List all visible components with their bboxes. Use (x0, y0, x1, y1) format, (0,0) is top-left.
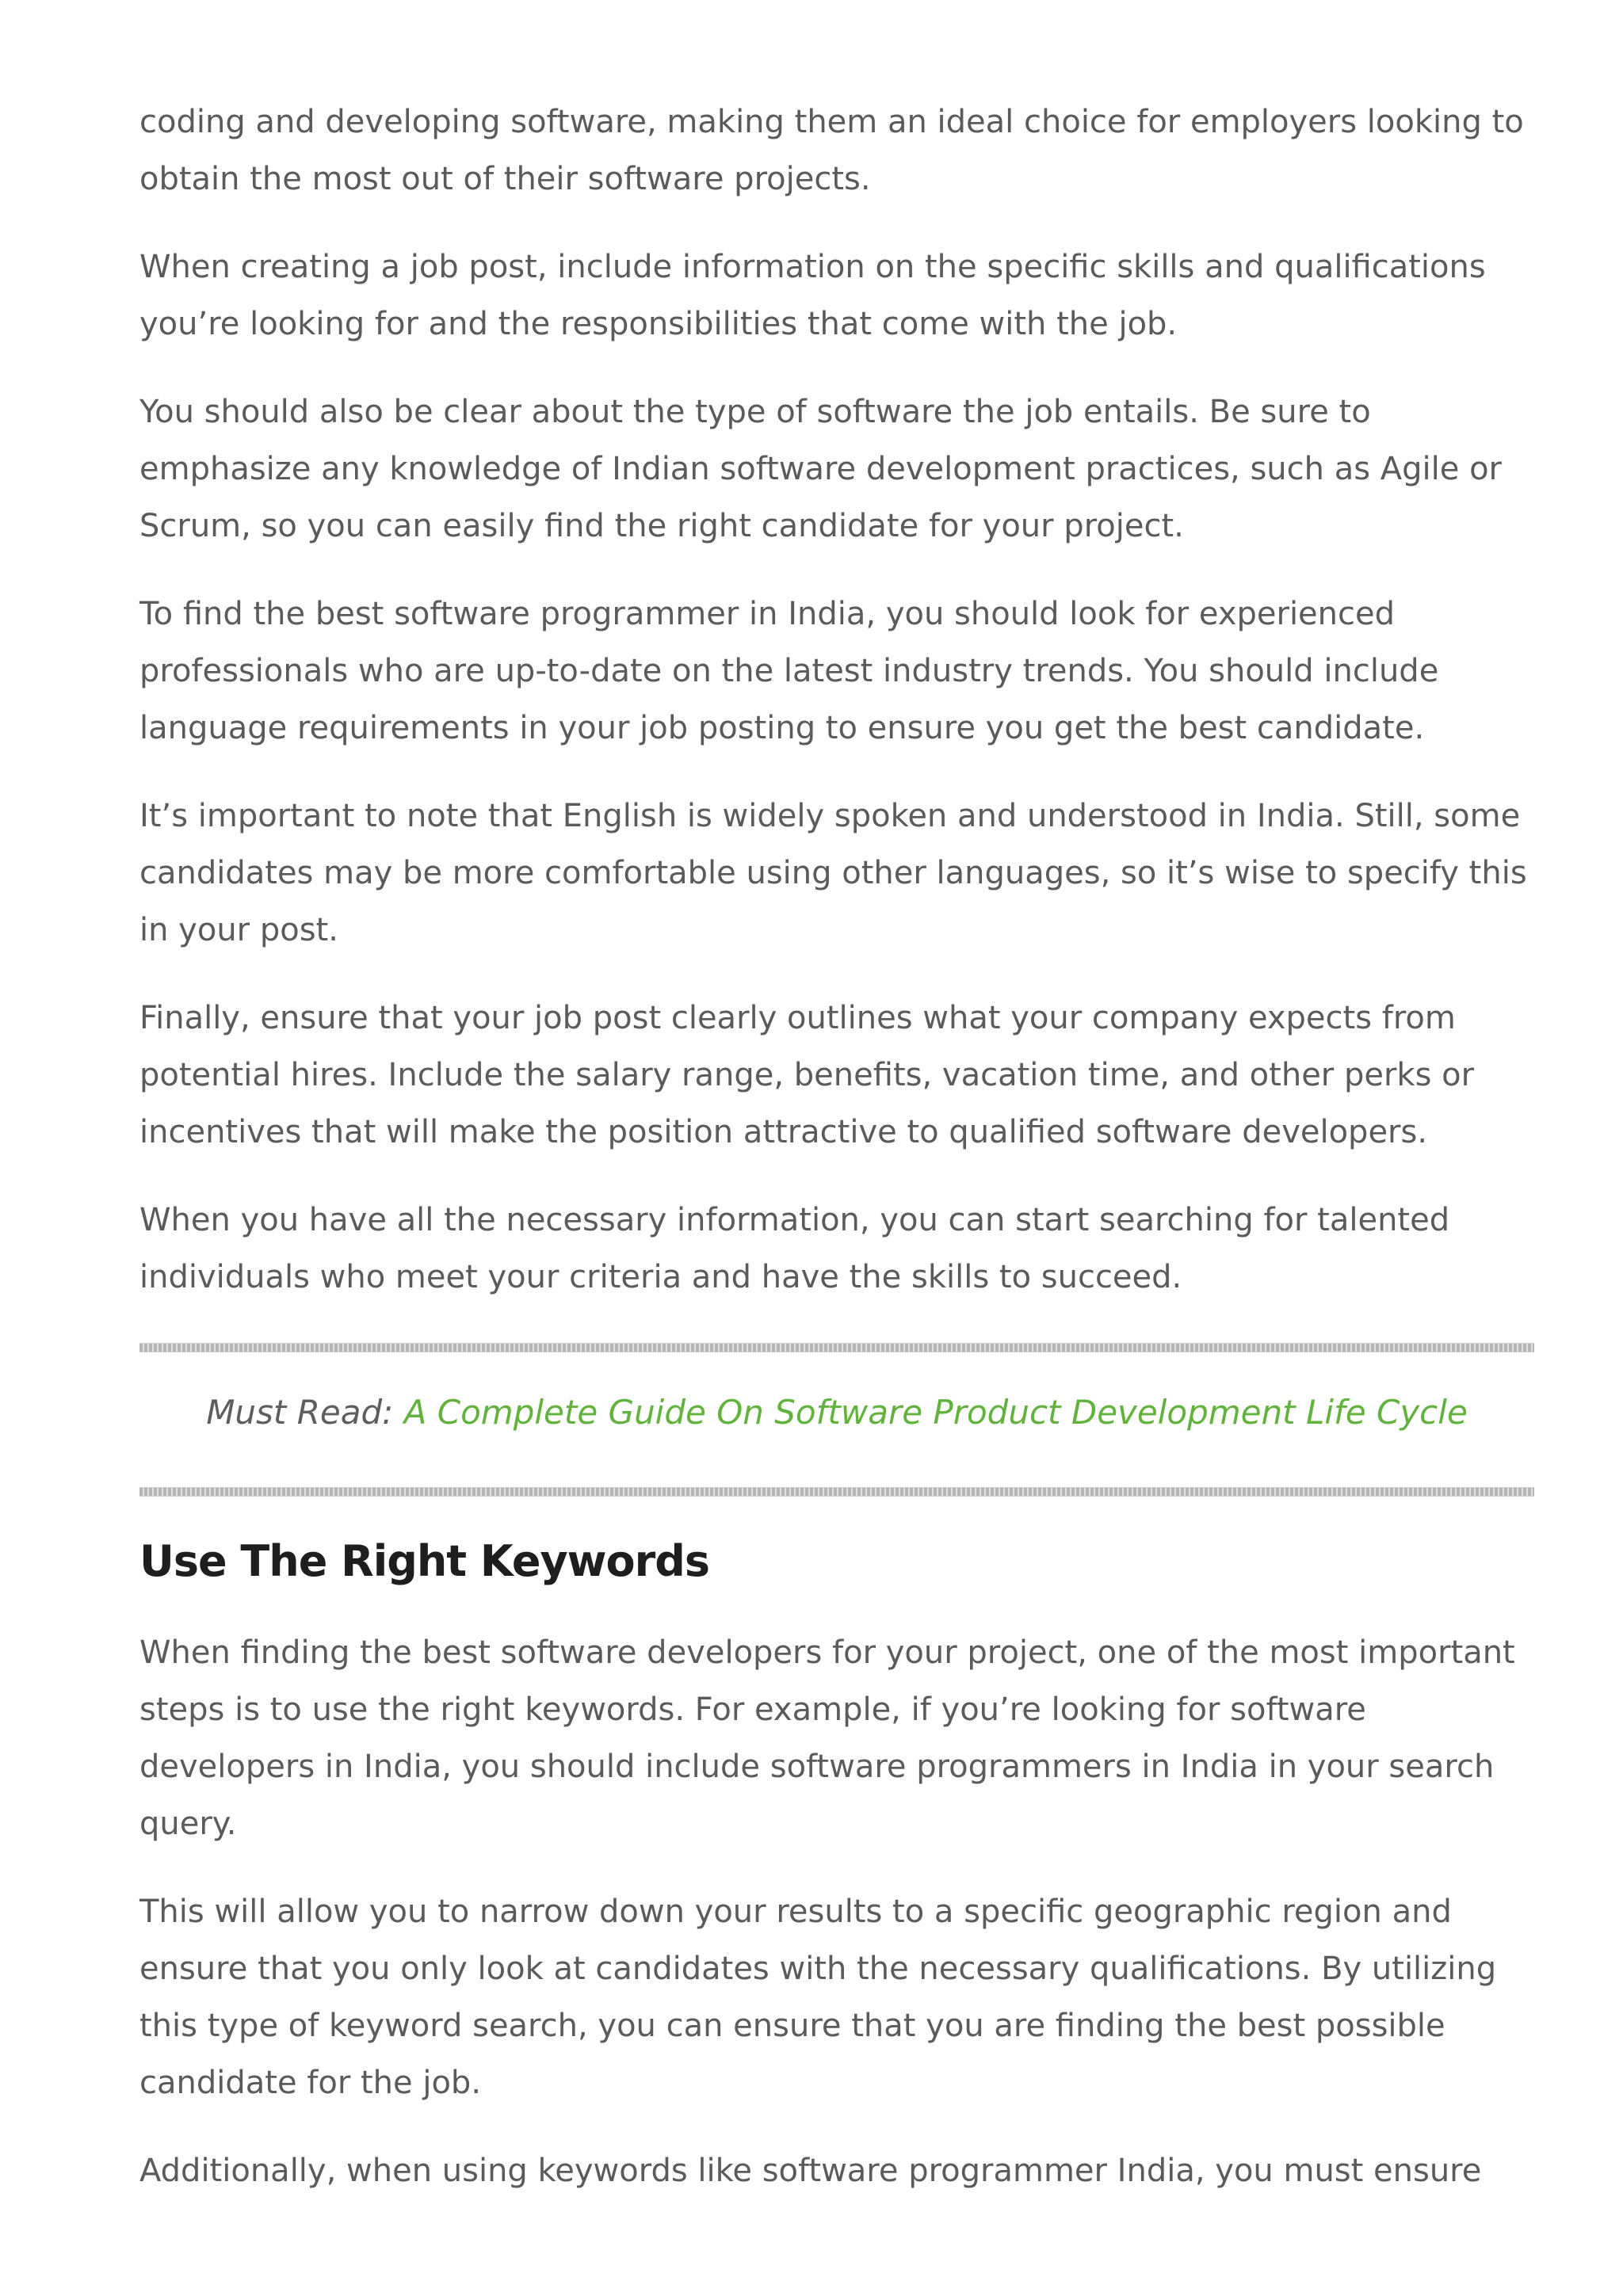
article-paragraph: Finally, ensure that your job post clearly outlines what your company expects from potential hires. Include the salary range, benefits, vacation time, and other perks or incentives that will make the position attractive to qualified software developers. (139, 1000, 1475, 1150)
article-paragraph: When finding the best software developers for your project, one of the most important steps is to use the right keywords. For example, if you’re looking for software developers in India, you should include software programmers in India in your search query. (139, 1634, 1515, 1842)
article-content (139, 93, 1534, 2230)
article-paragraph: This will allow you to narrow down your results to a specific geographic region and ensure that you only look at candidates with the necessary qualifications. By utilizing this type of keyword search, you can ensure that you are finding the best possible candidate for the job. (139, 1894, 1497, 2101)
article-paragraph: When creating a job post, include information on the specific skills and qualifications you’re looking for and the responsibilities that come with the job. (139, 249, 1486, 342)
must-read-line (139, 1384, 1534, 1441)
must-read-label: Must Read: (206, 1393, 404, 1432)
article-paragraph: It’s important to note that English is widely spoken and understood in India. Still, some candidates may be more comfortable using other languages, so it’s wise to specify this in your post. (139, 798, 1527, 948)
divider-top (139, 1343, 1534, 1352)
must-read-callout (139, 1343, 1534, 1495)
article-paragraph: When you have all the necessary information, you can start searching for talented individuals who meet your criteria and have the skills to succeed. (139, 1202, 1450, 1295)
article-paragraph: To find the best software programmer in India, you should look for experienced professionals who are up-to-date on the latest industry trends. You should include language requirements in your job posting to ensure you get the best candidate. (139, 596, 1439, 746)
must-read-link[interactable]: A Complete Guide On Software Product Development Life Cycle (403, 1393, 1468, 1432)
section-heading: Use The Right Keywords (139, 1536, 710, 1586)
article-paragraph: You should also be clear about the type of software the job entails. Be sure to emphasize any knowledge of Indian software development practices, such as Agile or Scrum, so you can easily find the right candidate for your project. (139, 394, 1503, 544)
article-paragraph: coding and developing software, making them an ideal choice for employers looking to obtain the most out of their software projects. (139, 104, 1524, 197)
divider-bottom (139, 1487, 1534, 1497)
article-paragraph: Additionally, when using keywords like software programmer India, you must ensure (139, 2153, 1482, 2189)
